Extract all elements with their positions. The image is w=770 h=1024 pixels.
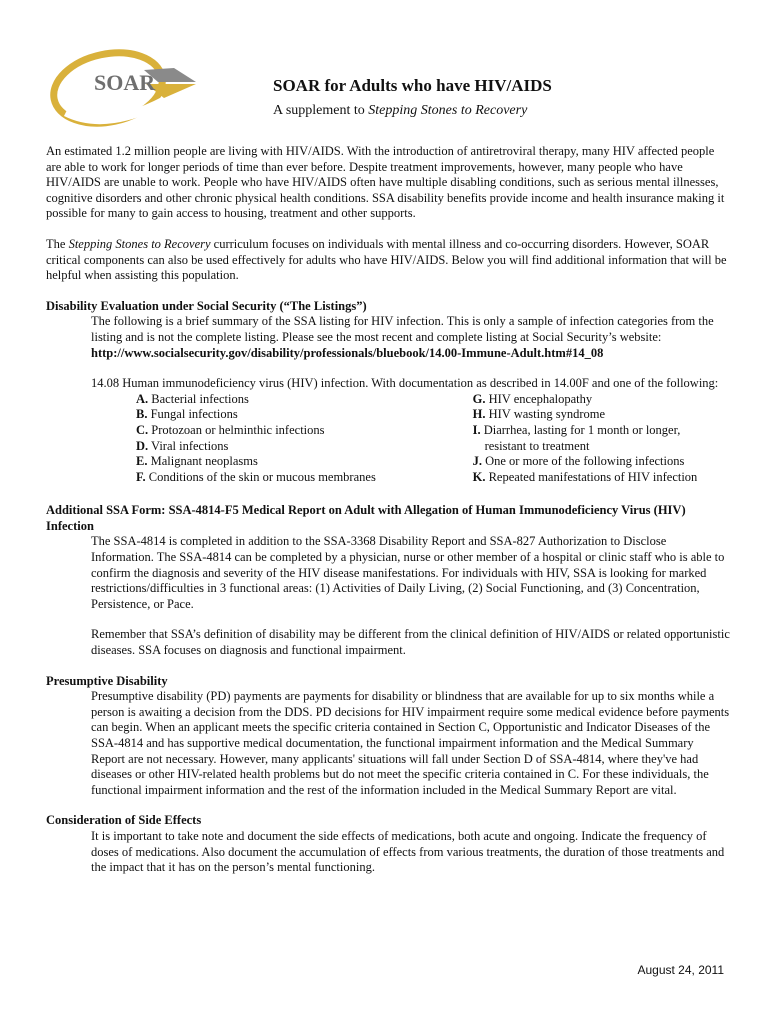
list-item bbox=[473, 423, 730, 439]
list-item bbox=[136, 470, 473, 486]
list-item-letter: E. bbox=[136, 454, 148, 469]
list-item bbox=[136, 392, 473, 408]
list-item bbox=[136, 407, 473, 423]
subtitle-italic: Stepping Stones to Recovery bbox=[368, 103, 528, 118]
listing-14-08-intro: 14.08 Human immunodeficiency virus (HIV) infection. With documentation as described in 14.00F and one of the following: bbox=[91, 376, 719, 391]
list-item-letter: F. bbox=[136, 469, 146, 484]
intro-paragraph-1: An estimated 1.2 million people are living with HIV/AIDS. With the introduction of antiretroviral therapy, many HIV affected people are able to work for longer periods of time than ever before. Despite treatment improvements, however, many people who have HIV/AIDS are unable to work. People who have HIV/AIDS often have multiple disabling conditions, such as serious mental illnesses, cognitive disorders and other chronic physical health conditions. SSA disability benefits provide income and health insurance making it possible for many to gain access to housing, treatment and other supports. bbox=[46, 144, 725, 221]
list-item-text: Bacterial infections bbox=[148, 391, 249, 406]
intro-p2-rest: curriculum focuses on individuals with mental illness and co-occurring disorders. However, SOAR critical components can also be used effectively for adults who have HIV/AIDS. Below you will find additional information that will be helpful when assisting this population. bbox=[46, 236, 727, 283]
list-item-letter: D. bbox=[136, 438, 149, 453]
presumptive-paragraph: Presumptive disability (PD) payments are payments for disability or blindness that are available for up to six months while a person is awaiting a decision from the DDS. PD decisions for HIV impairment require some medical evidence before payments can begin. When an applicant meets the specific criteria contained in Section C, Opportunistic and Indicator Diseases of the SSA-4814 and has supportive medical documentation, the functional impairment information and the Medical Summary Report are not necessary. However, many applicants' situations will fall under Section D of SSA-4814, where they've had diseases or other HIV-related health problems but do not meet the specific criteria contained in C. For these individuals, the functional impairment information and the rest of the information included in the Medical Summary Report are vital. bbox=[91, 689, 730, 797]
list-item-letter: A. bbox=[136, 391, 149, 406]
list-item-letter: I. bbox=[472, 422, 481, 437]
list-item bbox=[136, 423, 473, 439]
list-column-left bbox=[136, 392, 473, 486]
subtitle-prefix: A supplement to bbox=[273, 103, 369, 118]
list-item-text: Diarrhea, lasting for 1 month or longer, bbox=[480, 422, 681, 437]
list-item-text: Conditions of the skin or mucous membranes bbox=[145, 469, 376, 484]
section-presumptive-disability bbox=[46, 674, 730, 799]
list-item-letter: B. bbox=[136, 407, 148, 422]
section-listings-heading: Disability Evaluation under Social Security (“The Listings”) bbox=[46, 298, 367, 313]
section-ssa-form bbox=[46, 503, 730, 658]
list-item-letter: C. bbox=[136, 422, 149, 437]
list-item-text: Malignant neoplasms bbox=[147, 454, 258, 469]
list-item bbox=[473, 454, 730, 470]
intro-paragraph-2 bbox=[46, 237, 730, 284]
logo-wordmark: SOAR bbox=[94, 70, 156, 95]
intro-p2-italic: Stepping Stones to Recovery bbox=[68, 236, 211, 251]
soar-logo bbox=[46, 40, 206, 130]
listings-intro-wrap bbox=[91, 314, 730, 361]
list-item-text: One or more of the following infections bbox=[481, 454, 685, 469]
section-side-effects bbox=[46, 813, 730, 875]
listings-body-text: The following is a brief summary of the SSA listing for HIV infection. This is only a sample of infection categories from the listing and is not the complete listing. Please see the most recent and complete listing at Social Security’s website: bbox=[91, 314, 714, 344]
ssa-bluebook-link[interactable]: http://www.socialsecurity.gov/disability/professionals/bluebook/14.00-Immune-Adult.htm#14_08 bbox=[91, 345, 604, 360]
infection-category-list bbox=[136, 392, 730, 486]
section-form-body bbox=[91, 534, 730, 658]
list-item bbox=[473, 407, 730, 423]
section-side-effects-heading: Consideration of Side Effects bbox=[46, 813, 202, 828]
list-item-letter: K. bbox=[472, 469, 486, 484]
list-item bbox=[136, 439, 473, 455]
list-item-letter: J. bbox=[472, 454, 482, 469]
list-column-right bbox=[473, 392, 730, 486]
side-effects-paragraph: It is important to take note and document the side effects of medications, both acute and ongoing. Indicate the frequency of doses of medications. Also document the accumulation of effects from various treatments, the duration of those treatments and the impact that it has on the person’s mental functioning. bbox=[91, 828, 725, 875]
document-body bbox=[46, 144, 730, 891]
section-presumptive-heading: Presumptive Disability bbox=[46, 673, 168, 688]
section-presumptive-body bbox=[91, 689, 730, 798]
document-date: August 24, 2011 bbox=[637, 963, 724, 977]
list-item bbox=[473, 470, 730, 486]
list-item-text: HIV wasting syndrome bbox=[485, 407, 606, 422]
list-item bbox=[473, 392, 730, 408]
form-paragraph-2: Remember that SSA’s definition of disability may be different from the clinical definition of HIV/AIDS or related opportunistic diseases. SSA focuses on diagnosis and functional impairment. bbox=[91, 627, 730, 658]
section-form-heading: Additional SSA Form: SSA-4814-F5 Medical Report on Adult with Allegation of Human Immunodeficiency Virus (HIV) Infection bbox=[46, 503, 686, 533]
list-item-text: Repeated manifestations of HIV infection bbox=[485, 469, 698, 484]
list-item-continuation: resistant to treatment bbox=[484, 438, 590, 453]
title-block bbox=[273, 76, 552, 120]
list-item-text: Viral infections bbox=[148, 438, 229, 453]
page-subtitle bbox=[273, 102, 552, 120]
section-listings bbox=[46, 299, 730, 486]
section-listings-body bbox=[91, 314, 730, 391]
list-item-letter: G. bbox=[472, 391, 486, 406]
section-side-effects-body bbox=[91, 829, 730, 876]
list-item-text: Fungal infections bbox=[147, 407, 238, 422]
form-paragraph-1: The SSA-4814 is completed in addition to the SSA-3368 Disability Report and SSA-827 Authorization to Disclose Information. The SSA-4814 can be completed by a physician, nurse or other member of a hospital or clinic staff who is able to confirm the diagnosis and severity of the HIV disease manifestations. For individuals with HIV, SSA is looking for marked restrictions/difficulties in 3 functional areas: (1) Activities of Daily Living, (2) Social Functioning, and (3) Concentration, Persistence, or Pace. bbox=[91, 534, 725, 611]
list-item-text: Protozoan or helminthic infections bbox=[148, 422, 325, 437]
list-item-text: HIV encephalopathy bbox=[485, 391, 593, 406]
list-item bbox=[136, 454, 473, 470]
list-item-letter: H. bbox=[472, 407, 486, 422]
intro-p2-prefix: The bbox=[46, 236, 69, 251]
page-title: SOAR for Adults who have HIV/AIDS bbox=[273, 76, 552, 95]
